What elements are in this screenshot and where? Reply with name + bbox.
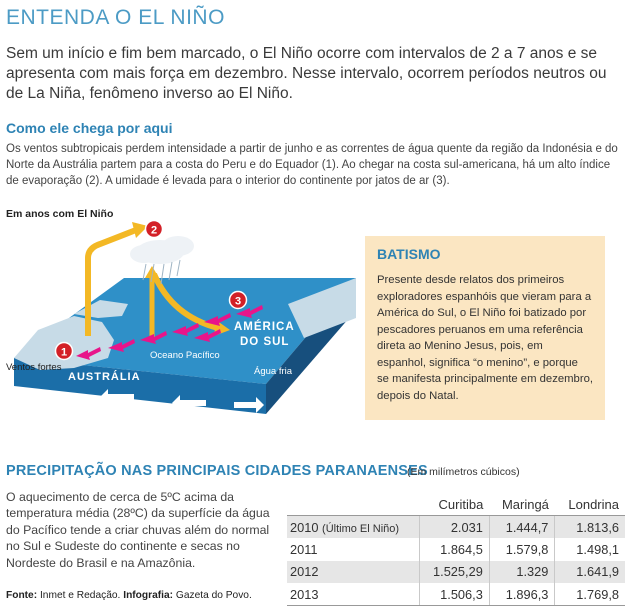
section-body: Os ventos subtropicais perdem intensidade a partir de junho e as correntes de água quente da região da Indonésia e do Norte da Austrália partem para a costa do Peru e do Equador (1). Ao chegar na costa sul-americana, há um alto índice de evaporação (2). A umidade é levada para o interior do continente por jatos de ar (3).: [6, 143, 618, 187]
infografia-label: Infografia:: [123, 590, 174, 601]
infografia-text: Gazeta do Povo.: [175, 590, 252, 601]
page-title: ENTENDA O EL NIÑO: [6, 6, 225, 29]
section-title: Como ele chega por aqui: [6, 120, 173, 136]
cell-curitiba: 1.525,29: [419, 561, 489, 584]
label-agua-fria: Água fria: [254, 366, 293, 377]
marker-3-label: 3: [234, 295, 242, 308]
table-row: [287, 516, 625, 539]
row-year-cell: 2012: [287, 561, 419, 584]
cell-maringa: 1.329: [489, 561, 555, 584]
row-year-cell: 2013: [287, 583, 419, 606]
marker-2: [146, 221, 163, 238]
table-header-londrina: Londrina: [568, 497, 619, 512]
marker-3: [230, 292, 247, 309]
cell-londrina: 1.641,9: [555, 561, 625, 584]
source-text: Inmet e Redação.: [39, 590, 121, 601]
table-header-maringa: Maringá: [501, 497, 549, 512]
cell-curitiba: 2.031: [419, 516, 489, 539]
batismo-body: Presente desde relatos dos primeiros exploradores espanhóis que vieram para a América do Sul, o El Niño foi batizado por pescadores peruanos em uma referência direta ao Menino Jesus, pois, em espanhol, significa “o menino”, e porque se manifesta principalmente em dezembro, depois do Natal.: [377, 274, 593, 402]
cell-curitiba: 1.506,3: [419, 583, 489, 606]
source-label: Fonte:: [6, 590, 38, 601]
marker-2-label: 2: [150, 224, 158, 237]
table-row: [287, 561, 625, 584]
label-america: AMÉRICA: [234, 321, 295, 333]
label-agua: Água: [84, 408, 107, 419]
table-row: [287, 538, 625, 561]
cell-londrina: 1.769,8: [555, 583, 625, 606]
cloud-icon: [130, 236, 194, 284]
row-year-cell: 2010 (Último El Niño): [287, 516, 419, 539]
label-quente: quente: [82, 420, 112, 431]
table-row: [287, 583, 625, 606]
marker-1-label: 1: [60, 346, 68, 359]
label-oceano-pacifico: Oceano Pacífico: [150, 350, 220, 361]
table-header-curitiba: Curitiba: [438, 497, 484, 512]
diagram-label: Em anos com El Niño: [6, 208, 114, 220]
table-header-empty: [287, 497, 419, 516]
cell-londrina: 1.813,6: [555, 516, 625, 539]
cell-maringa: 1.444,7: [489, 516, 555, 539]
row-year-cell: 2011: [290, 541, 318, 557]
label-australia: AUSTRÁLIA: [68, 371, 141, 383]
precip-unit: (Em milímetros cúbicos): [407, 466, 520, 478]
batismo-title: BATISMO: [377, 246, 441, 262]
cell-maringa: 1.896,3: [489, 583, 555, 606]
precip-body: O aquecimento de cerca de 5ºC acima da temperatura média (28ºC) da superfície da água do Pacífico tende a criar chuvas além do normal no Sul e Sudeste do continente e secas no Nordeste do Brasil e na Amazônia.: [6, 490, 270, 570]
label-do-sul: DO SUL: [240, 336, 290, 348]
cell-curitiba: 1.864,5: [419, 538, 489, 561]
lead-paragraph: Sem um início e fim bem marcado, o El Niño ocorre com intervalos de 2 a 7 anos e se apresenta com mais força em dezembro. Nesse intervalo, ocorrem períodos neutros ou de La Niña, fenômeno inverso ao El Niño.: [6, 45, 607, 102]
source-line: [6, 590, 252, 601]
batismo-box: [365, 236, 605, 420]
table-header-row: [287, 497, 625, 516]
cell-maringa: 1.579,8: [489, 538, 555, 561]
cell-londrina: 1.498,1: [555, 538, 625, 561]
label-ventos-fortes: Ventos fortes: [6, 362, 62, 373]
precip-table: [287, 497, 625, 606]
precip-title: PRECIPITAÇÃO NAS PRINCIPAIS CIDADES PARANAENSES: [6, 463, 428, 479]
el-nino-diagram: [4, 218, 362, 448]
marker-1: [56, 343, 73, 360]
